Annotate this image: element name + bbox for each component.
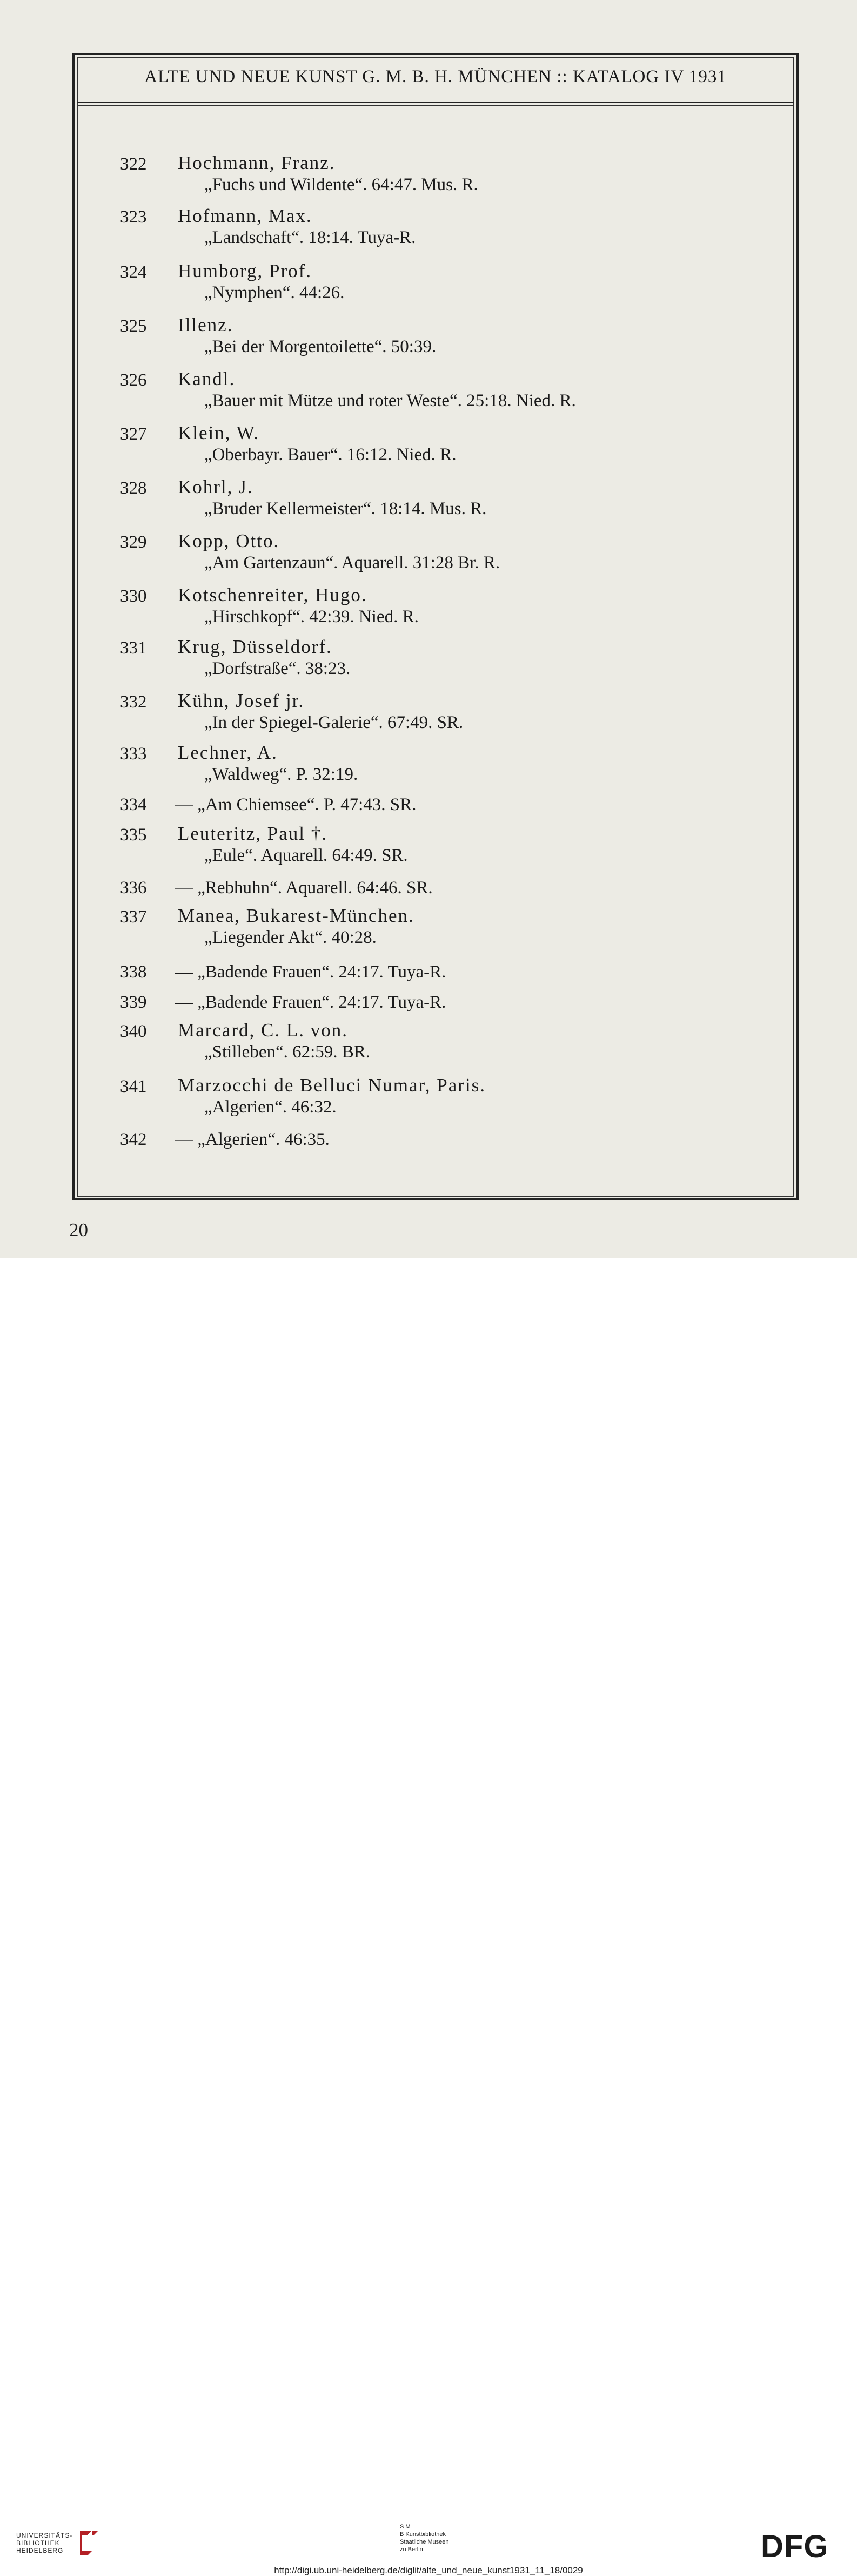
entry-artist: Hofmann, Max. [178, 205, 312, 226]
entry-artist: Kandl. [178, 368, 236, 389]
entry-work: „Algerien“. 46:32. [204, 1097, 337, 1117]
digitization-footer [0, 1258, 857, 2575]
entry-artist: Marzocchi de Belluci Numar, Paris. [178, 1075, 486, 1096]
entry-artist: Kotschenreiter, Hugo. [178, 584, 367, 605]
entry-work: „Bauer mit Mütze und roter Weste“. 25:18. Nied. R. [204, 391, 576, 410]
entry-work-continued: — „Badende Frauen“. 24:17. Tuya-R. [175, 962, 446, 982]
entry-artist: Kopp, Otto. [178, 530, 280, 551]
university-line-3: HEIDELBERG [16, 2547, 64, 2554]
entry-work: „Am Gartenzaun“. Aquarell. 31:28 Br. R. [204, 553, 500, 572]
entry-number: 327 [120, 424, 147, 444]
entry-number: 333 [120, 744, 147, 764]
entry-number: 322 [120, 154, 147, 174]
source-url-link[interactable]: http://digi.ub.uni-heidelberg.de/diglit/alte_und_neue_kunst1931_11_18/0029 [274, 2565, 583, 2575]
entry-number: 332 [120, 692, 147, 712]
header-divider [77, 102, 794, 103]
entry-work: „Nymphen“. 44:26. [204, 283, 345, 302]
entry-artist: Krug, Düsseldorf. [178, 636, 332, 657]
entry-artist: Hochmann, Franz. [178, 152, 336, 173]
entry-work: „Landschaft“. 18:14. Tuya-R. [204, 228, 416, 247]
page-number: 20 [69, 1219, 88, 1240]
entry-work-continued: — „Am Chiemsee“. P. 47:43. SR. [175, 795, 417, 814]
entry-number: 335 [120, 825, 147, 845]
entry-work: „Fuchs und Wildente“. 64:47. Mus. R. [204, 175, 478, 194]
kunstbibliothek-credit [400, 2523, 449, 2553]
entry-number: 336 [120, 878, 147, 898]
entry-number: 331 [120, 638, 147, 658]
entry-artist: Klein, W. [178, 422, 260, 443]
entry-artist: Humborg, Prof. [178, 260, 312, 281]
university-line-1: UNIVERSITÄTS- [16, 2532, 73, 2539]
entry-work: „Stilleben“. 62:59. BR. [204, 1042, 371, 1062]
entry-number: 325 [120, 316, 147, 336]
entry-number: 339 [120, 993, 147, 1012]
entry-number: 328 [120, 478, 147, 498]
university-library-text [16, 2532, 72, 2554]
entry-work-continued: — „Algerien“. 46:35. [175, 1130, 330, 1149]
catalog-page [0, 0, 857, 1258]
entry-work: „Liegender Akt“. 40:28. [204, 928, 377, 947]
university-line-2: BIBLIOTHEK [16, 2539, 60, 2547]
entry-number: 330 [120, 586, 147, 606]
entry-number: 337 [120, 907, 147, 927]
entry-number: 326 [120, 370, 147, 390]
entry-work: „Dorfstraße“. 38:23. [204, 659, 351, 678]
university-logo-icon [76, 2527, 103, 2558]
entry-work: „Hirschkopf“. 42:39. Nied. R. [204, 607, 419, 626]
credit-line-3: Staatliche Museen [400, 2539, 449, 2545]
entry-number: 324 [120, 262, 147, 282]
entry-artist: Illenz. [178, 314, 233, 335]
entry-number: 341 [120, 1077, 147, 1096]
entry-number: 340 [120, 1022, 147, 1041]
dfg-logo: DFG [761, 2529, 829, 2564]
credit-line-2: B Kunstbibliothek [400, 2531, 446, 2538]
entry-artist: Lechner, A. [178, 742, 278, 763]
entry-number: 342 [120, 1130, 147, 1149]
credit-line-4: zu Berlin [400, 2546, 423, 2553]
credit-line-1: S M [400, 2524, 411, 2530]
entry-number: 329 [120, 532, 147, 552]
entry-work: „Bruder Kellermeister“. 18:14. Mus. R. [204, 499, 487, 518]
entry-work: „In der Spiegel-Galerie“. 67:49. SR. [204, 713, 464, 732]
entry-artist: Kohrl, J. [178, 476, 253, 497]
entry-number: 334 [120, 795, 147, 814]
entry-artist: Marcard, C. L. von. [178, 1020, 349, 1041]
header-divider-thin [77, 105, 794, 106]
entry-work-continued: — „Rebhuhn“. Aquarell. 64:46. SR. [175, 878, 433, 898]
entry-work: „Bei der Morgentoilette“. 50:39. [204, 337, 437, 356]
entry-work: „Oberbayr. Bauer“. 16:12. Nied. R. [204, 445, 457, 464]
entry-work: „Eule“. Aquarell. 64:49. SR. [204, 846, 408, 865]
entry-work: „Waldweg“. P. 32:19. [204, 765, 358, 784]
entry-artist: Leuteritz, Paul †. [178, 823, 328, 844]
catalog-header-title: ALTE UND NEUE KUNST G. M. B. H. MÜNCHEN :: KATALOG IV 1931 [144, 67, 727, 86]
entry-artist: Kühn, Josef jr. [178, 690, 305, 711]
entry-work-continued: — „Badende Frauen“. 24:17. Tuya-R. [175, 993, 446, 1012]
entry-number: 338 [120, 962, 147, 982]
entry-artist: Manea, Bukarest-München. [178, 905, 414, 926]
entry-number: 323 [120, 207, 147, 227]
